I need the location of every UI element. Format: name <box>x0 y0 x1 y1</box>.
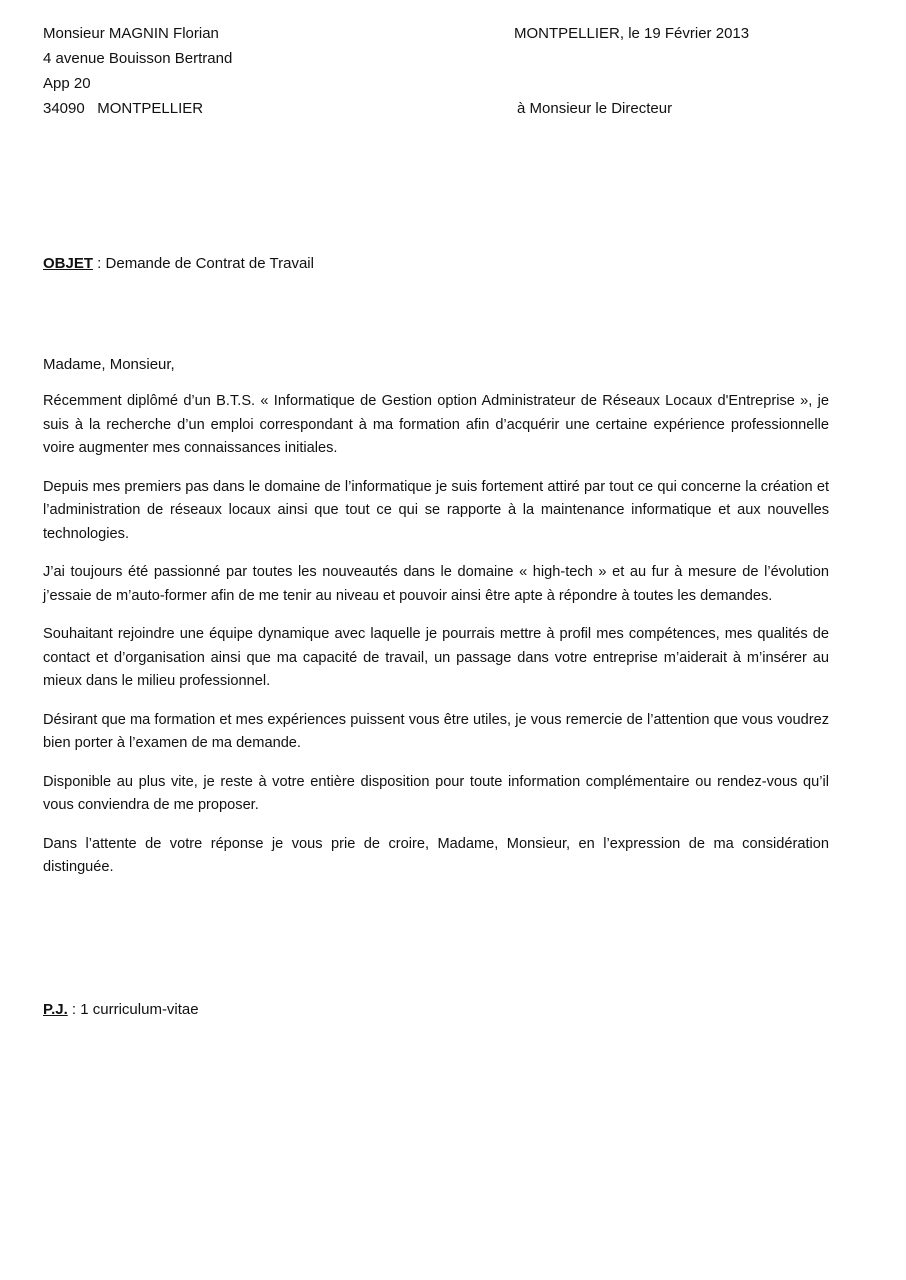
attachments-label: P.J. <box>43 1001 68 1018</box>
place-and-date: MONTPELLIER, le 19 Février 2013 <box>514 25 750 42</box>
sender-city: 34090 MONTPELLIER <box>43 100 204 117</box>
body-paragraph: J’ai toujours été passionné par toutes les nouveautés dans le domaine « high-tech » et au fur à mesure de l’évolution j’essaie de m’auto-former afin de me tenir au niveau et pouvoir ainsi être apte à répondre à toutes les demandes. <box>43 564 829 604</box>
subject-text: : Demande de Contrat de Travail <box>93 255 314 272</box>
attachments-text: : 1 curriculum-vitae <box>67 1001 199 1018</box>
body-paragraph: Disponible au plus vite, je reste à votre entière disposition pour toute information complémentaire ou rendez-vous qu’il vous conviendra de me proposer. <box>43 773 829 813</box>
attachments-line <box>43 997 199 1022</box>
body-paragraph: Récemment diplômé d’un B.T.S. « Informatique de Gestion option Administrateur de Réseaux Locaux d'Entreprise », je suis à la recherche d’un emploi correspondant à ma formation afin d’acquérir une certaine expérience professionnelle voire augmenter mes connaissances initiales. <box>43 393 829 456</box>
letter-body <box>43 390 829 895</box>
sender-name: Monsieur MAGNIN Florian <box>43 25 219 42</box>
subject-label: OBJET <box>43 255 94 272</box>
subject-line <box>43 251 314 276</box>
sender-apartment: App 20 <box>43 75 91 92</box>
body-paragraph: Depuis mes premiers pas dans le domaine de l’informatique je suis fortement attiré par tout ce qui concerne la création et l’administration de réseaux locaux ainsi que tout ce qui se rapporte à la maintenance informatique et aux nouvelles technologies. <box>43 478 829 542</box>
sender-address-block <box>43 21 463 121</box>
body-paragraph: Désirant que ma formation et mes expériences puissent vous être utiles, je vous remercie de l’attention que vous voudrez bien porter à l’examen de ma demande. <box>43 711 829 751</box>
recipient: à Monsieur le Directeur <box>517 100 673 117</box>
closing-paragraph: Dans l’attente de votre réponse je vous prie de croire, Madame, Monsieur, en l’expression de ma considération distinguée. <box>43 835 829 875</box>
sender-street: 4 avenue Bouisson Bertrand <box>43 50 233 67</box>
salutation: Madame, Monsieur, <box>43 356 175 373</box>
body-paragraph: Souhaitant rejoindre une équipe dynamique avec laquelle je pourrais mettre à profil mes compétences, mes qualités de contact et d’organisation ainsi que ma capacité de travail, un passage dans votre entreprise m’aiderait à m’insérer au mieux dans le milieu professionnel. <box>43 626 829 689</box>
